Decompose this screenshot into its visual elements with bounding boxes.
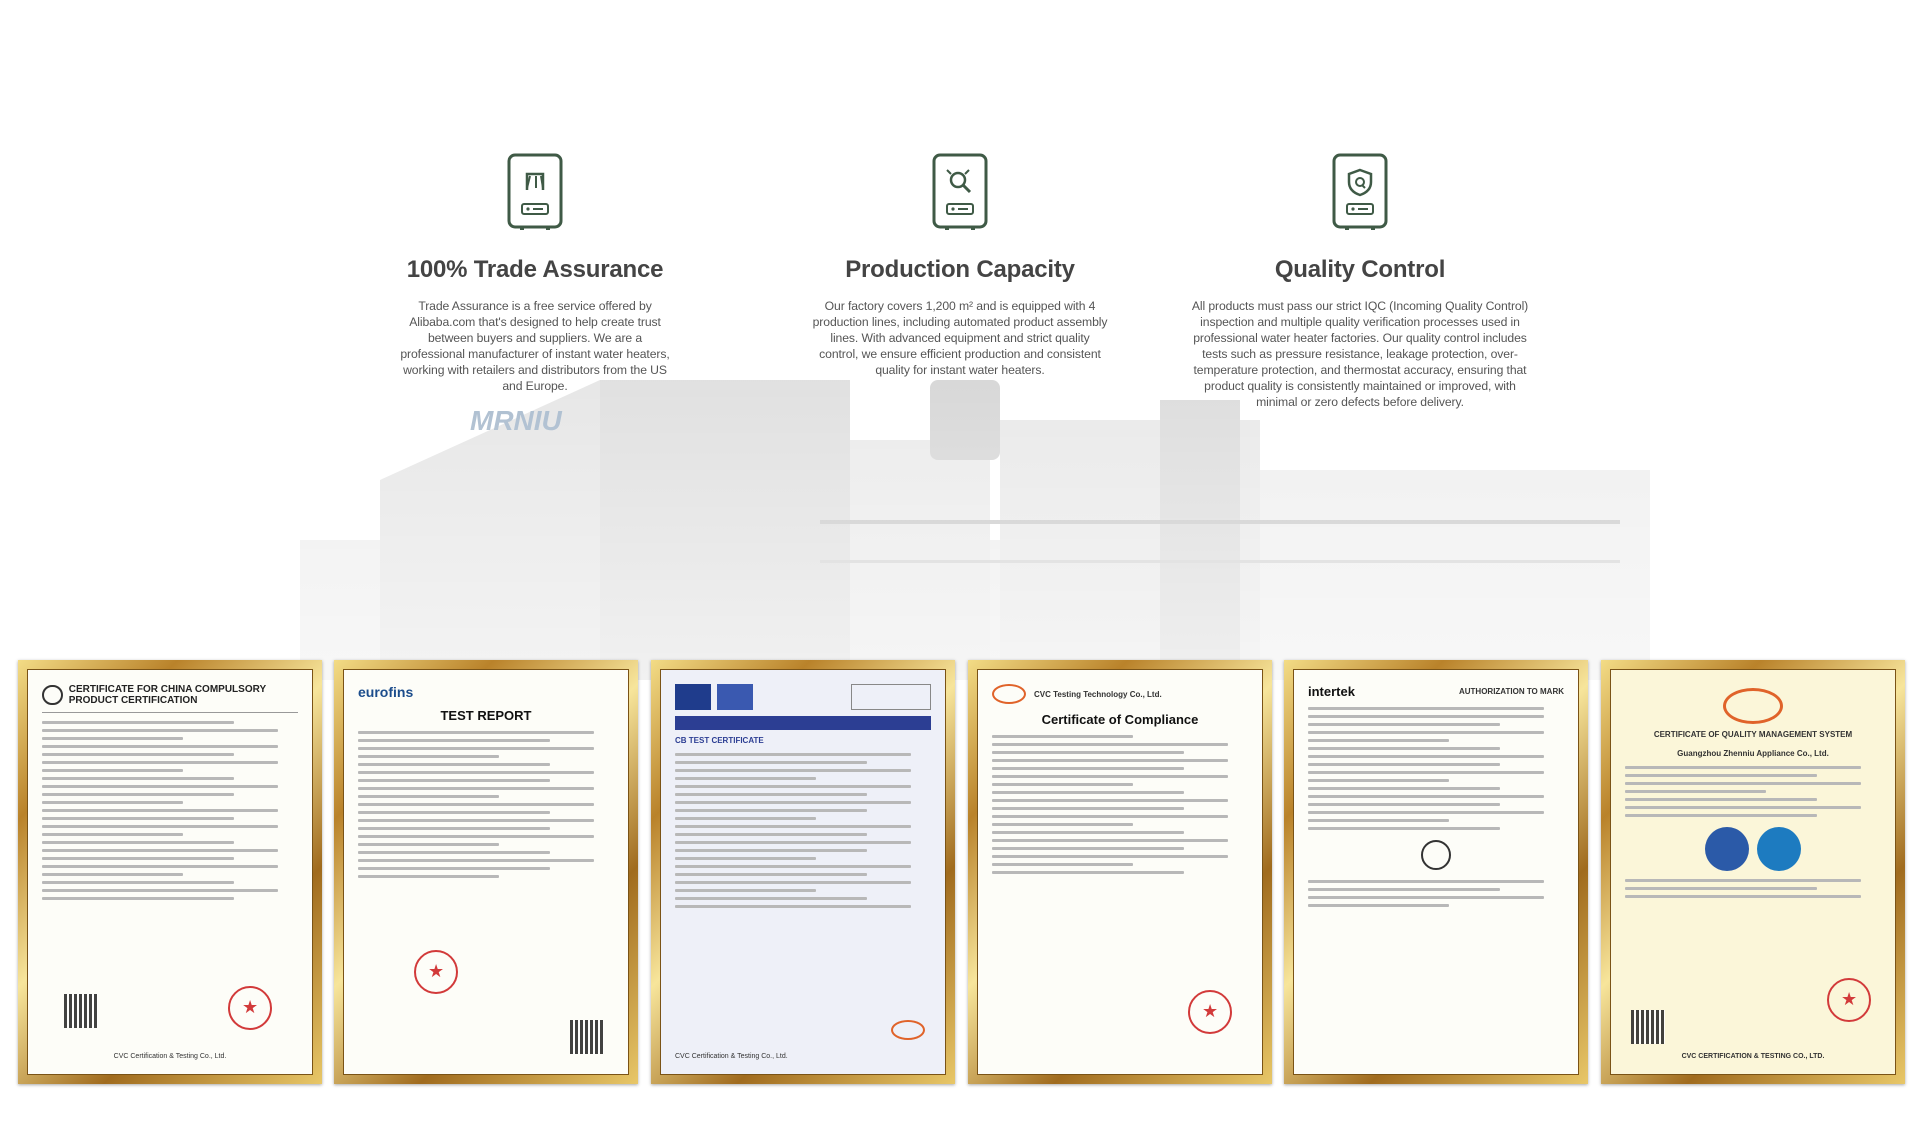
feature-quality-control [1190, 152, 1530, 410]
certificate-title: TEST REPORT [440, 708, 532, 723]
red-stamp-icon [1827, 978, 1871, 1022]
certificate-eurofins-test-report[interactable] [334, 660, 638, 1084]
certificate-title: CB TEST CERTIFICATE [675, 736, 764, 745]
cvc-logo-icon [891, 1020, 925, 1040]
intertek-logo: intertek [1308, 684, 1355, 699]
header-band [675, 716, 931, 730]
feature-title: Production Capacity [845, 256, 1075, 283]
red-stamp-icon [414, 950, 458, 994]
feature-description: Trade Assurance is a free service offered by Alibaba.com that's designed to help create trust between buyers and suppliers. We are a professional manufacturer of instant water heaters, working with retailers and distributors from the US and Europe. [400, 299, 670, 393]
certificate-iec-cb[interactable] [651, 660, 955, 1084]
qr-code-icon [64, 994, 98, 1028]
factory-background-image [0, 360, 1920, 680]
feature-trade-assurance [395, 152, 675, 394]
certificate-title: CERTIFICATE OF QUALITY MANAGEMENT SYSTEM [1653, 730, 1853, 739]
etl-mark-icon [1421, 840, 1451, 870]
certificate-document [27, 669, 313, 1075]
cvc-logo-icon [992, 684, 1026, 704]
iaf-badge-icon [1705, 827, 1749, 871]
feature-title: Quality Control [1274, 256, 1446, 283]
red-stamp-icon [1188, 990, 1232, 1034]
trade-assurance-icon [506, 152, 564, 232]
production-capacity-icon [931, 152, 989, 232]
certificate-intertek[interactable] [1284, 660, 1588, 1084]
qr-code-icon [1631, 1010, 1665, 1044]
certificate-issuer: CVC Certification & Testing Co., Ltd. [675, 1053, 788, 1060]
certificate-title: Certificate of Compliance [1041, 712, 1199, 727]
certificate-company: Guangzhou Zhenniu Appliance Co., Ltd. [1677, 749, 1829, 758]
certificate-document [343, 669, 629, 1075]
feature-title: 100% Trade Assurance [406, 256, 664, 283]
feature-description: All products must pass our strict IQC (Incoming Quality Control) inspection and multiple quality verification processes used in professional water heater factories. Our quality control includes tests such as pressure resistance, leakage protection, over-temperature protection, and thermostat accuracy, ensuring that product quality is consistently maintained or improved, with minimal or zero defects before delivery. [1191, 299, 1529, 409]
quality-control-icon [1331, 152, 1389, 232]
red-stamp-icon [228, 986, 272, 1030]
cvc-logo-icon [1723, 688, 1783, 724]
ccc-logo-icon [42, 685, 63, 705]
cnas-badge-icon [1757, 827, 1801, 871]
eurofins-logo: eurofins [358, 684, 414, 700]
certificate-document [1293, 669, 1579, 1075]
certificate-document [1610, 669, 1896, 1075]
certificate-issuer: CVC Certification & Testing Co., Ltd. [113, 1053, 227, 1060]
feature-description: Our factory covers 1,200 m² and is equipped with 4 production lines, including automated product assembly lines. With advanced equipment and strict quality control, we ensure efficient production and consistent quality for instant water heaters. [812, 299, 1108, 377]
certificate-ccc[interactable] [18, 660, 322, 1084]
certificate-of-compliance[interactable] [968, 660, 1272, 1084]
qr-code-icon [570, 1020, 604, 1054]
iec-logo-icon [675, 684, 711, 710]
feature-production-capacity [810, 152, 1110, 378]
certificate-title: AUTHORIZATION TO MARK [1458, 687, 1564, 696]
certificate-title: CERTIFICATE FOR CHINA COMPULSORY PRODUCT CERTIFICATION [68, 684, 266, 706]
certificate-reference-box [851, 684, 931, 710]
iecee-logo-icon [717, 684, 753, 710]
certificate-document [660, 669, 946, 1075]
certificate-issuer: CVC CERTIFICATION & TESTING CO., LTD. [1681, 1053, 1825, 1060]
certificate-document [977, 669, 1263, 1075]
certificate-quality-management-system[interactable] [1601, 660, 1905, 1084]
issuer-name: CVC Testing Technology Co., Ltd. [1034, 689, 1162, 699]
